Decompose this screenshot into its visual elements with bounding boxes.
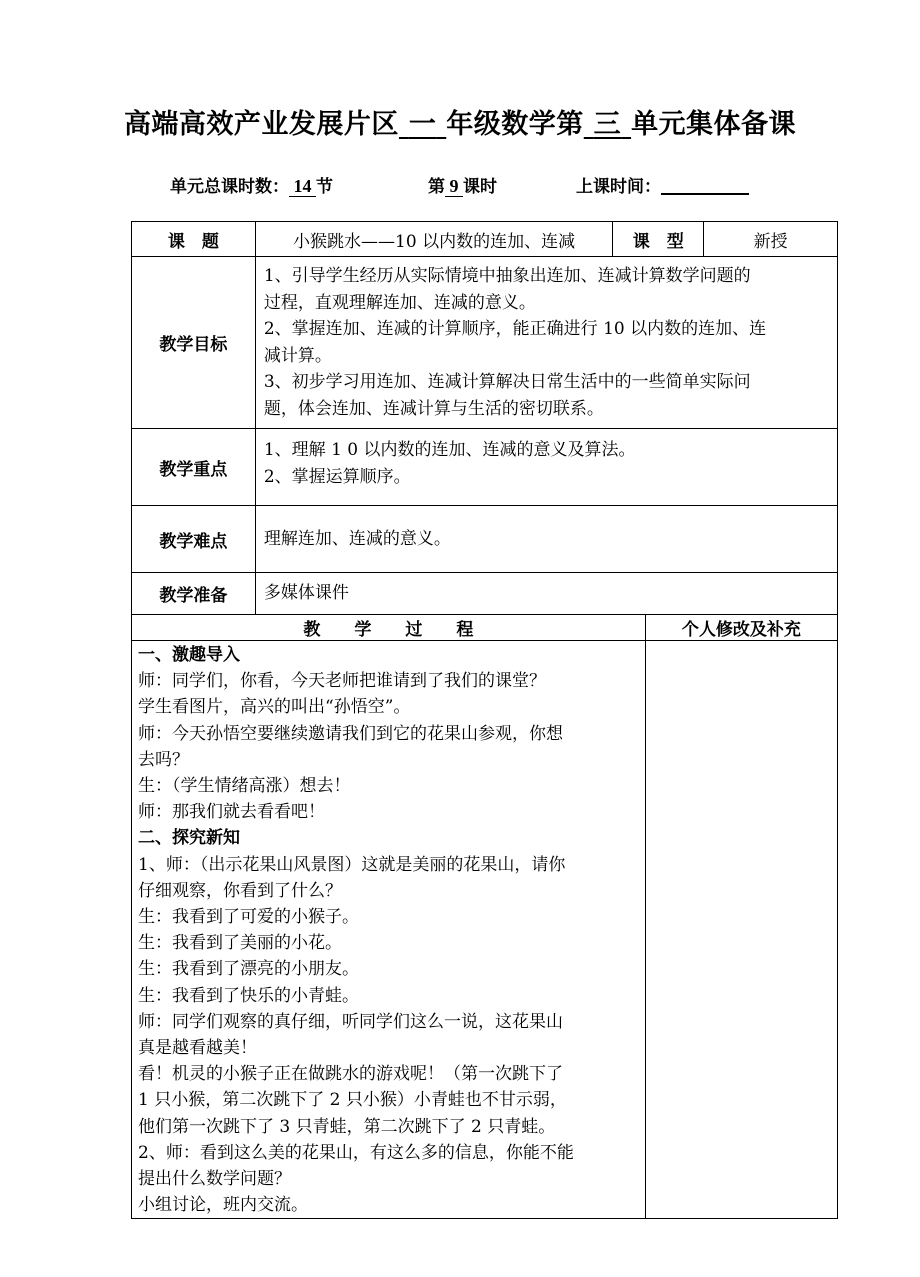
difficulty-content: 理解连加、连减的意义。 — [255, 506, 837, 573]
class-time-blank — [661, 177, 749, 195]
process-line: 生：我看到了漂亮的小朋友。 — [138, 959, 359, 980]
process-line: 生：我看到了美丽的小花。 — [138, 933, 342, 954]
topic-value: 小猴跳水——10 以内数的连加、连减 — [255, 222, 612, 257]
prep-content: 多媒体课件 — [255, 573, 837, 615]
lesson-info-table — [131, 221, 838, 615]
class-time: 上课时间： — [576, 172, 749, 197]
notes-content[interactable] — [645, 641, 837, 1219]
process-line: 师：今天孙悟空要继续邀请我们到它的花果山参观，你想 — [138, 723, 563, 744]
grade-value: 一 — [408, 109, 437, 140]
process-line: 真是越看越美！ — [138, 1038, 257, 1059]
process-line: 提出什么数学问题？ — [138, 1169, 291, 1190]
lesson-number: 第 9 课时 — [428, 176, 497, 197]
page-title: 高端高效产业发展片区 一 年级数学第 三 单元集体备课 — [123, 109, 797, 140]
topic-label: 课 题 — [132, 222, 256, 257]
total-lessons: 单元总课时数： 14 节 — [170, 176, 333, 197]
process-table — [131, 614, 838, 1219]
difficulty-label: 教学难点 — [132, 506, 256, 573]
process-line: 他们第一次跳下了 3 只青蛙，第二次跳下了 2 只青蛙。 — [138, 1116, 556, 1137]
process-line: 师：那我们就去看看吧！ — [138, 802, 325, 823]
process-line: 生：我看到了可爱的小猴子。 — [138, 907, 359, 928]
section-heading: 一、激趣导入 — [138, 645, 240, 665]
process-line: 生：（学生情绪高涨）想去！ — [138, 776, 351, 797]
process-line: 看！机灵的小猴子正在做跳水的游戏呢！（第一次跳下了 — [138, 1064, 563, 1085]
prep-label: 教学准备 — [132, 573, 256, 615]
process-line: 1 只小猴，第二次跳下了 2 只小猴）小青蛙也不甘示弱， — [138, 1090, 567, 1111]
goals-content: 1、引导学生经历从实际情境中抽象出连加、连减计算数学问题的 过程，直观理解连加、连减的意义。 2、掌握连加、连减的计算顺序，能正确进行 10 以内数的连加、连 减计算。 3、初步学习用连加、连减计算解决日常生活中的一些简单实际问 题，体会连加、连减计算与生活的密切联系。 — [255, 257, 837, 429]
process-line: 1、师：（出示花果山风景图）这就是美丽的花果山，请你 — [138, 854, 566, 875]
unit-value: 三 — [593, 109, 622, 140]
key-content: 1、理解 1 0 以内数的连加、连减的意义及算法。 2、掌握运算顺序。 — [255, 429, 837, 506]
process-line: 学生看图片，高兴的叫出“孙悟空”。 — [138, 697, 411, 718]
type-value: 新授 — [704, 222, 838, 257]
section-heading: 二、探究新知 — [138, 828, 240, 849]
goals-label: 教学目标 — [132, 257, 256, 429]
process-line: 师：同学们，你看，今天老师把谁请到了我们的课堂？ — [138, 671, 546, 692]
process-line: 生：我看到了快乐的小青蛙。 — [138, 985, 359, 1006]
key-label: 教学重点 — [132, 429, 256, 506]
process-line: 2、师：看到这么美的花果山，有这么多的信息，你能不能 — [138, 1142, 574, 1163]
process-line: 仔细观察，你看到了什么？ — [138, 880, 342, 901]
process-content — [132, 641, 646, 1219]
process-line: 小组讨论，班内交流。 — [138, 1195, 308, 1216]
type-label: 课 型 — [613, 222, 704, 257]
process-line: 去吗？ — [138, 749, 189, 770]
process-line: 师：同学们观察的真仔细，听同学们这么一说，这花果山 — [138, 1011, 563, 1032]
notes-header: 个人修改及补充 — [645, 615, 837, 641]
process-header: 教 学 过 程 — [132, 615, 646, 641]
